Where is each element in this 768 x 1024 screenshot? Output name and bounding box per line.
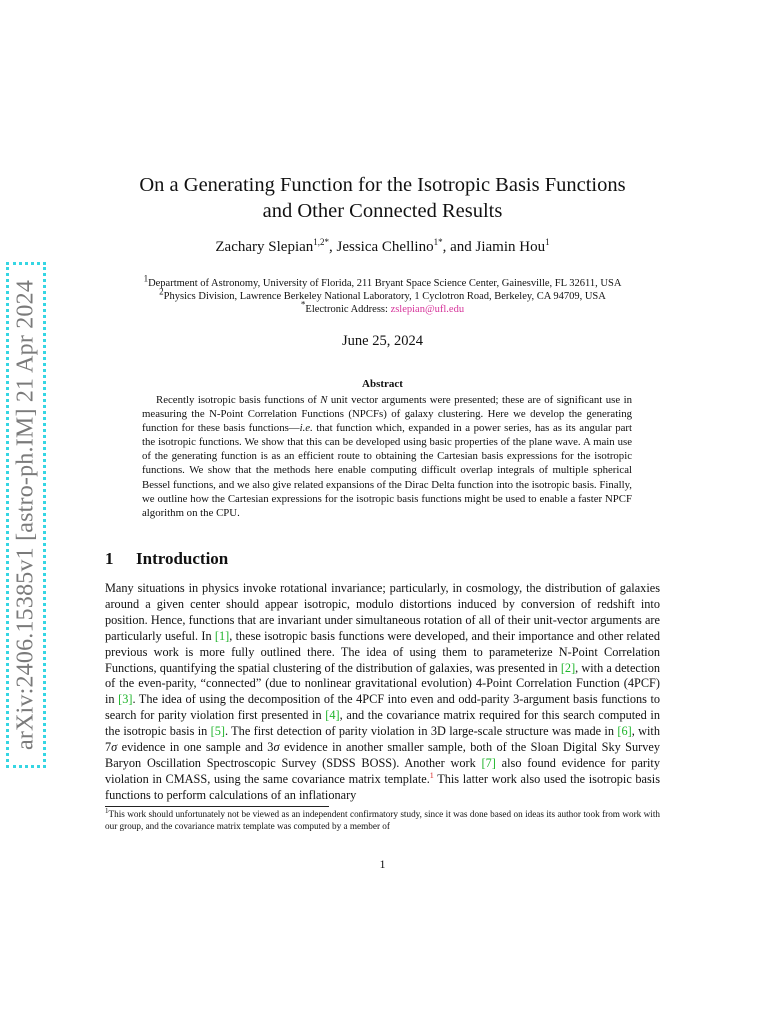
author-list (105, 239, 660, 256)
body-text: This latter work also used the isotropic basis functions to perform calculations of an inflationary (105, 771, 661, 802)
math-sigma: σ (111, 740, 118, 755)
body-text: Many situations in physics invoke rotational invariance; particularly, in cosmology, the distribution of galaxies around a given center should appear isotropic, modulo distortions induced by conversion of redshift into position. Hence, functions that are invariant under simultaneous rotation of all of their unit-vector arguments are particularly useful. In (105, 581, 660, 643)
section-heading (105, 549, 660, 569)
affiliation-1 (105, 273, 660, 290)
citation-link[interactable]: [5] (210, 724, 225, 739)
body-text: , and the covariance matrix required for this search computed in the isotropic basis in (105, 708, 660, 739)
paper-title (105, 172, 660, 224)
affil-mark: 1 (143, 273, 149, 284)
citation-link[interactable]: [1] (214, 628, 230, 643)
body-text: , these isotropic basis functions were developed, and their importance and other related previous work is more fully outlined there. The idea of using them to parameterize N-Point Correlation Functions, quantifying the spatial clustering of the distribution of galaxies, was presented in (105, 628, 660, 675)
page-number: 1 (379, 857, 386, 871)
author-affil-mark: 1,2* (313, 237, 330, 247)
abstract-text: Recently isotropic basis functions of (156, 394, 321, 406)
footnote (105, 806, 660, 832)
title-line-2: and Other Connected Results (262, 200, 503, 222)
abstract-text: unit vector arguments were presented; these are of significant use in measuring the N-Point Correlation Functions (NPCFs) of galaxy clustering. Here we develop the generating function for these basis functions— (142, 394, 632, 435)
body-text: evidence in another smaller sample, both of the Sloan Digital Sky Survey Baryon Oscillation Spectroscopic Survey (SDSS BOSS). Another work (105, 740, 660, 770)
email-label: Electronic Address: (305, 304, 391, 315)
affil-text: Department of Astronomy, University of Florida, 211 Bryant Space Science Center, Gainesville, FL 32611, USA (148, 278, 622, 289)
affil-text: Physics Division, Lawrence Berkeley National Laboratory, 1 Cyclotron Road, Berkeley, CA 94709, USA (163, 291, 606, 302)
email-line (105, 299, 660, 316)
email-mark: * (300, 299, 306, 310)
citation-link[interactable]: [7] (481, 755, 496, 770)
body-text: . The idea of using the decomposition of the 4PCF into even and odd-parity 3-argument basis functions to search for parity violation first presented in (105, 692, 661, 723)
footnote-text: This work should unfortunately not be viewed as an independent confirmatory study, since it was done based on ideas its author took from work with our group, and the covariance matrix template was computed by a member of (105, 809, 660, 831)
citation-link[interactable]: [4] (325, 708, 340, 723)
citation-link[interactable]: [6] (617, 724, 632, 739)
citation-link[interactable]: [2] (560, 660, 576, 675)
author-affil-mark: 1* (433, 237, 443, 247)
footnote-link[interactable]: 1 (429, 770, 434, 780)
author-name: Jessica Chellino (336, 239, 434, 255)
author-affil-mark: 1 (545, 237, 550, 247)
author-separator: , and (442, 239, 476, 255)
math-N: N (320, 394, 328, 406)
section-title: Introduction (136, 549, 229, 568)
introduction-body (105, 581, 660, 804)
footnote-rule (105, 806, 329, 807)
body-text: , with a detection of the even-parity, “connected” (due to nonlinear gravitational evolution) 4-Point Correlation Function (4PCF) in (105, 660, 660, 707)
arxiv-identifier: arXiv:2406.15385v1 [astro-ph.IM] 21 Apr 2024 (12, 279, 39, 751)
affiliations (105, 273, 660, 316)
abstract-body (142, 393, 632, 520)
citation-link[interactable]: [3] (118, 692, 133, 707)
section-number: 1 (105, 549, 114, 568)
abstract-text: that function which, expanded in a power series, has as its angular part the isotropic functions. We show that this can be developed using basic properties of the plane wave. A main use of the generating function is as an efficient route to obtaining the Cartesian basis expressions for the isotropic functions. We show that the methods here enable computing difficult overlap integrals of multiple spherical Bessel functions, and we also give related expansions of the Dirac Delta function into the isotropic basis. Finally, we outline how the Cartesian expressions for the isotropic basis functions might be used to enable a faster NPCF algorithm on the CPU. (142, 422, 633, 519)
body-text: also found evidence for parity violation in CMASS, using the same covariance matrix template. (105, 755, 660, 786)
affiliation-2 (105, 286, 660, 303)
body-text: . The first detection of parity violation in 3D large-scale structure was made in (224, 724, 618, 739)
arxiv-stamp (6, 262, 46, 768)
paper-date: June 25, 2024 (342, 333, 423, 349)
math-sigma: σ (273, 740, 280, 755)
author-name: Zachary Slepian (215, 239, 314, 255)
title-line-1: On a Generating Function for the Isotropic Basis Functions (139, 174, 626, 196)
abstract-ie: i.e. (299, 422, 313, 435)
author-name: Jiamin Hou (475, 239, 546, 255)
body-text: , with 7 (105, 724, 660, 755)
email-link[interactable]: zslepian@ufl.edu (390, 304, 465, 315)
body-text: evidence in one sample and 3 (117, 740, 274, 755)
author-separator: , (329, 239, 337, 255)
footnote-mark: 1 (105, 806, 109, 815)
abstract-heading: Abstract (362, 378, 403, 390)
affil-mark: 2 (159, 286, 164, 297)
